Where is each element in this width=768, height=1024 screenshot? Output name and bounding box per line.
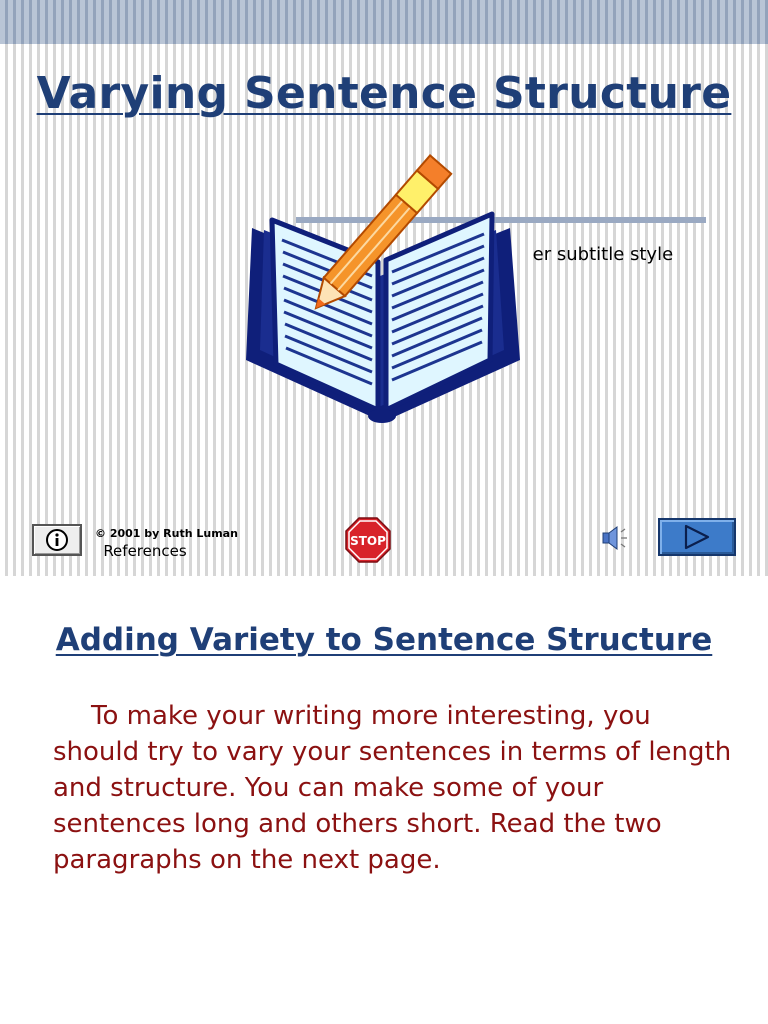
book-with-pencil-icon xyxy=(238,150,528,430)
stop-label: STOP xyxy=(350,534,386,548)
speaker-icon[interactable] xyxy=(600,523,630,553)
slide2-title: Adding Variety to Sentence Structure xyxy=(55,622,713,658)
next-slide-button[interactable] xyxy=(658,518,736,556)
references-link[interactable]: References xyxy=(103,542,187,560)
info-icon xyxy=(42,528,72,552)
slide-title: Varying Sentence Structure xyxy=(36,68,732,119)
slide2-body-text: To make your writing more interesting, you should try to vary your sentences in terms of length and structure. You can make some of your sentences long and others short. Read the two paragraphs on the next page. xyxy=(53,701,732,875)
top-decorative-band xyxy=(0,0,768,44)
play-arrow-icon xyxy=(683,524,711,550)
info-button[interactable] xyxy=(32,524,82,556)
stop-sign-icon[interactable] xyxy=(345,517,391,563)
subtitle-placeholder-text[interactable]: er subtitle style xyxy=(532,244,674,265)
copyright-text: © 2001 by Ruth Luman xyxy=(95,527,238,540)
content-slide xyxy=(0,576,768,1024)
